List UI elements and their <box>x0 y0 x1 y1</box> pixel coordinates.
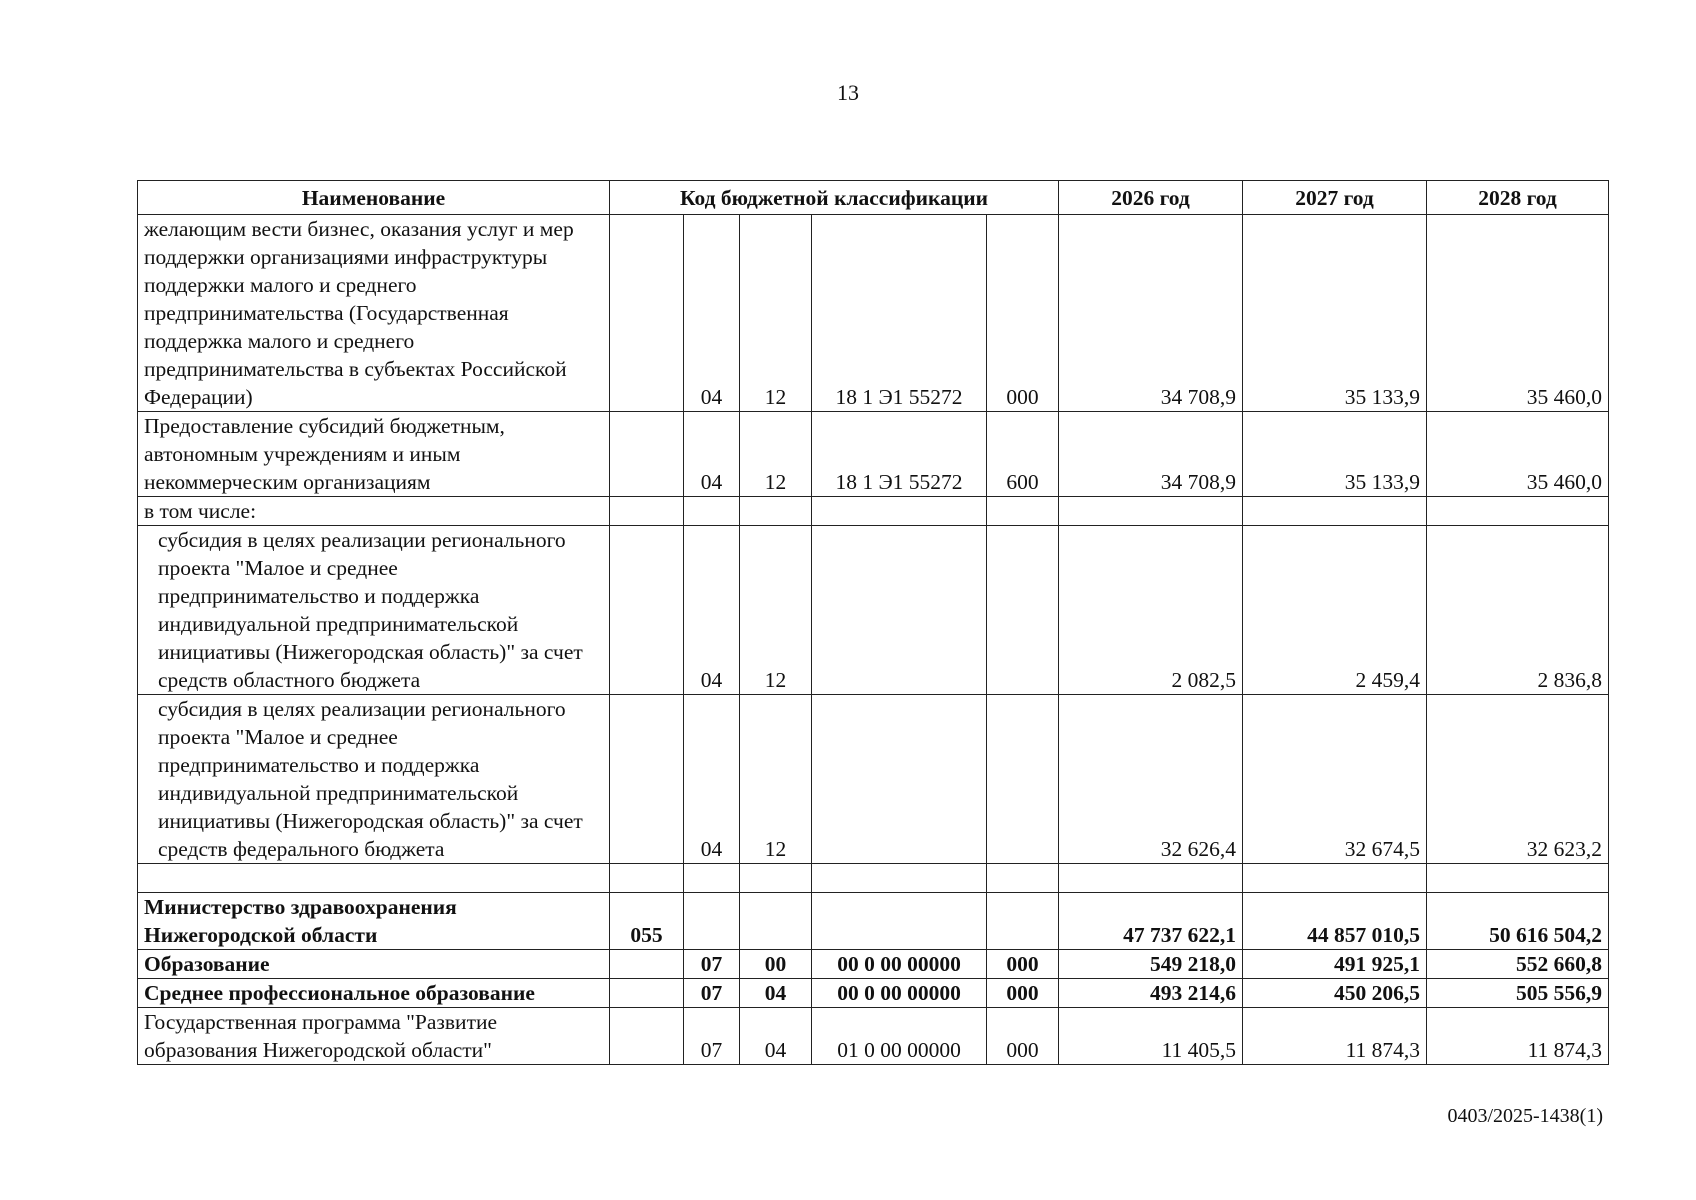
row-pr: 12 <box>740 215 812 412</box>
row-2027: 450 206,5 <box>1243 979 1427 1008</box>
row-pr: 12 <box>740 526 812 695</box>
row-name: субсидия в целях реализации регионального проекта "Малое и среднее предпринимательство и поддержка индивидуальной предпринимательской инициативы (Нижегородская область)" за счет средств областного бюджета <box>138 526 610 695</box>
row-2027: 32 674,5 <box>1243 695 1427 864</box>
table-row <box>138 412 1609 497</box>
row-name: Предоставление субсидий бюджетным, автономным учреждениям и иным некоммерческим организациям <box>138 412 610 497</box>
row-csr <box>812 893 987 950</box>
row-pr: 12 <box>740 412 812 497</box>
row-vr: 000 <box>987 950 1059 979</box>
row-2028: 35 460,0 <box>1427 215 1609 412</box>
row-vr: 600 <box>987 412 1059 497</box>
row-2026: 549 218,0 <box>1059 950 1243 979</box>
row-vr <box>987 526 1059 695</box>
row-2027: 11 874,3 <box>1243 1008 1427 1065</box>
row-csr <box>812 497 987 526</box>
row-2028: 32 623,2 <box>1427 695 1609 864</box>
row-pr: 04 <box>740 1008 812 1065</box>
row-ved: 055 <box>610 893 684 950</box>
row-ved <box>610 526 684 695</box>
row-2026: 493 214,6 <box>1059 979 1243 1008</box>
row-name: Образование <box>138 950 610 979</box>
header-2027: 2027 год <box>1243 181 1427 215</box>
row-ved <box>610 695 684 864</box>
row-2027: 35 133,9 <box>1243 215 1427 412</box>
row-2027: 35 133,9 <box>1243 412 1427 497</box>
row-csr: 01 0 00 00000 <box>812 1008 987 1065</box>
row-pr <box>740 893 812 950</box>
table-row <box>138 526 1609 695</box>
row-rz: 07 <box>684 950 740 979</box>
row-vr <box>987 893 1059 950</box>
row-name: Министерство здравоохранения Нижегородской области <box>138 893 610 950</box>
table-row <box>138 695 1609 864</box>
row-2027 <box>1243 864 1427 893</box>
row-pr: 04 <box>740 979 812 1008</box>
row-ved <box>610 497 684 526</box>
row-rz: 04 <box>684 695 740 864</box>
spacer-row <box>138 864 1609 893</box>
row-ved <box>610 950 684 979</box>
row-ved <box>610 979 684 1008</box>
row-2028: 50 616 504,2 <box>1427 893 1609 950</box>
row-csr <box>812 526 987 695</box>
row-rz <box>684 893 740 950</box>
row-2027: 491 925,1 <box>1243 950 1427 979</box>
row-csr: 18 1 Э1 55272 <box>812 412 987 497</box>
header-code: Код бюджетной классификации <box>610 181 1059 215</box>
row-vr <box>987 497 1059 526</box>
row-name: субсидия в целях реализации регионального проекта "Малое и среднее предпринимательство и поддержка индивидуальной предпринимательской инициативы (Нижегородская область)" за счет средств федерального бюджета <box>138 695 610 864</box>
row-2028: 35 460,0 <box>1427 412 1609 497</box>
row-pr: 00 <box>740 950 812 979</box>
row-ved <box>610 864 684 893</box>
row-2026: 34 708,9 <box>1059 215 1243 412</box>
row-rz: 04 <box>684 215 740 412</box>
row-2028: 11 874,3 <box>1427 1008 1609 1065</box>
row-pr: 12 <box>740 695 812 864</box>
row-2026: 11 405,5 <box>1059 1008 1243 1065</box>
row-name <box>138 864 610 893</box>
table-row <box>138 979 1609 1008</box>
header-name: Наименование <box>138 181 610 215</box>
row-ved <box>610 412 684 497</box>
row-ved <box>610 1008 684 1065</box>
row-2027: 44 857 010,5 <box>1243 893 1427 950</box>
row-2027 <box>1243 497 1427 526</box>
row-2026: 47 737 622,1 <box>1059 893 1243 950</box>
row-rz <box>684 497 740 526</box>
row-csr: 00 0 00 00000 <box>812 979 987 1008</box>
row-name: Среднее профессиональное образование <box>138 979 610 1008</box>
table-row <box>138 497 1609 526</box>
row-csr <box>812 864 987 893</box>
row-2028 <box>1427 497 1609 526</box>
row-csr: 00 0 00 00000 <box>812 950 987 979</box>
page-number: 13 <box>837 80 859 105</box>
row-2028: 552 660,8 <box>1427 950 1609 979</box>
row-rz: 04 <box>684 412 740 497</box>
row-rz <box>684 864 740 893</box>
row-rz: 04 <box>684 526 740 695</box>
row-2027: 2 459,4 <box>1243 526 1427 695</box>
row-2028: 505 556,9 <box>1427 979 1609 1008</box>
row-vr: 000 <box>987 215 1059 412</box>
row-pr <box>740 497 812 526</box>
row-vr: 000 <box>987 979 1059 1008</box>
row-rz: 07 <box>684 979 740 1008</box>
row-pr <box>740 864 812 893</box>
header-row <box>138 181 1609 215</box>
row-csr: 18 1 Э1 55272 <box>812 215 987 412</box>
document-id: 0403/2025-1438(1) <box>1447 1105 1603 1127</box>
header-2028: 2028 год <box>1427 181 1609 215</box>
row-rz: 07 <box>684 1008 740 1065</box>
row-name: в том числе: <box>138 497 610 526</box>
table-row <box>138 215 1609 412</box>
row-2028: 2 836,8 <box>1427 526 1609 695</box>
row-name: Государственная программа "Развитие образования Нижегородской области" <box>138 1008 610 1065</box>
row-2028 <box>1427 864 1609 893</box>
row-2026 <box>1059 864 1243 893</box>
row-2026 <box>1059 497 1243 526</box>
table-row <box>138 1008 1609 1065</box>
row-2026: 34 708,9 <box>1059 412 1243 497</box>
row-2026: 2 082,5 <box>1059 526 1243 695</box>
table-row <box>138 893 1609 950</box>
row-vr <box>987 864 1059 893</box>
row-vr <box>987 695 1059 864</box>
row-2026: 32 626,4 <box>1059 695 1243 864</box>
row-csr <box>812 695 987 864</box>
budget-table <box>137 180 1609 1065</box>
row-ved <box>610 215 684 412</box>
row-name: желающим вести бизнес, оказания услуг и мер поддержки организациями инфраструктуры поддержки малого и среднего предпринимательства (Государственная поддержка малого и среднего предпринимательства в субъектах Российской Федерации) <box>138 215 610 412</box>
table-row <box>138 950 1609 979</box>
row-vr: 000 <box>987 1008 1059 1065</box>
header-2026: 2026 год <box>1059 181 1243 215</box>
